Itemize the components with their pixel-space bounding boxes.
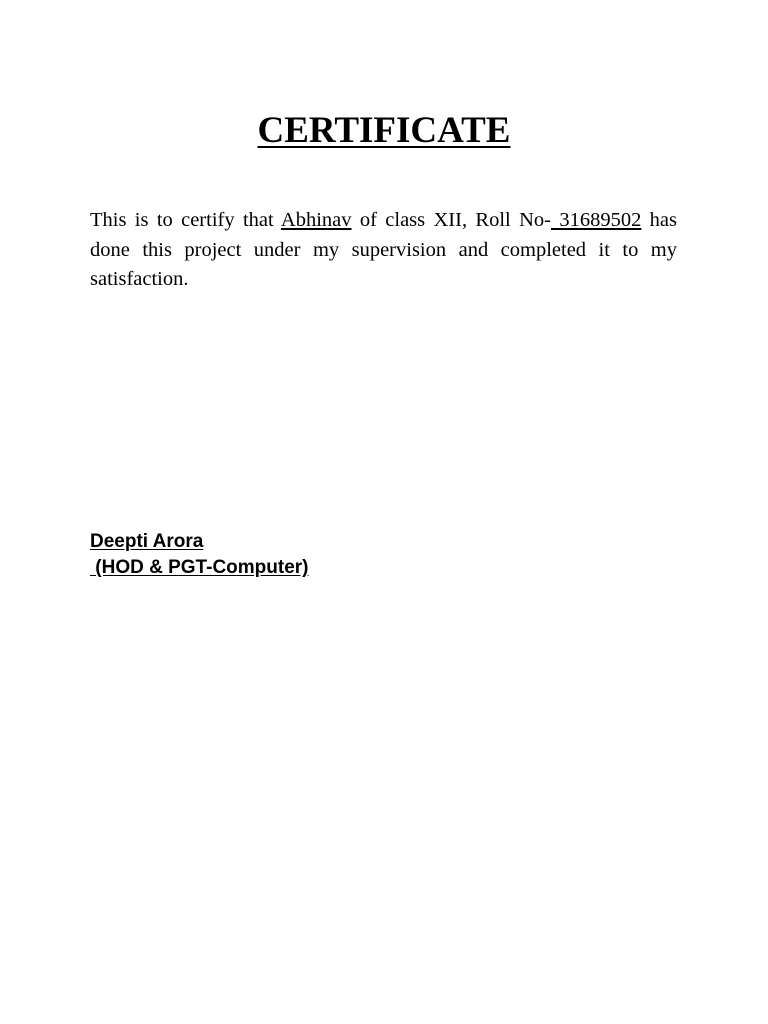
signature-block — [90, 529, 309, 581]
signatory-designation: (HOD & PGT-Computer) — [90, 557, 309, 578]
student-name: Abhinav — [280, 209, 352, 231]
signatory-name: Deepti Arora — [90, 531, 204, 552]
certificate-statement — [90, 206, 677, 295]
statement-intro: This is to certify that — [90, 209, 281, 231]
roll-number: 31689502 — [550, 209, 642, 231]
certificate-title-block — [0, 108, 768, 154]
certificate-title: CERTIFICATE — [257, 110, 511, 151]
statement-closing: has done this project under my supervision and completed it to my satisfaction. — [90, 209, 678, 290]
statement-class: of class XII, Roll No- — [351, 209, 551, 231]
